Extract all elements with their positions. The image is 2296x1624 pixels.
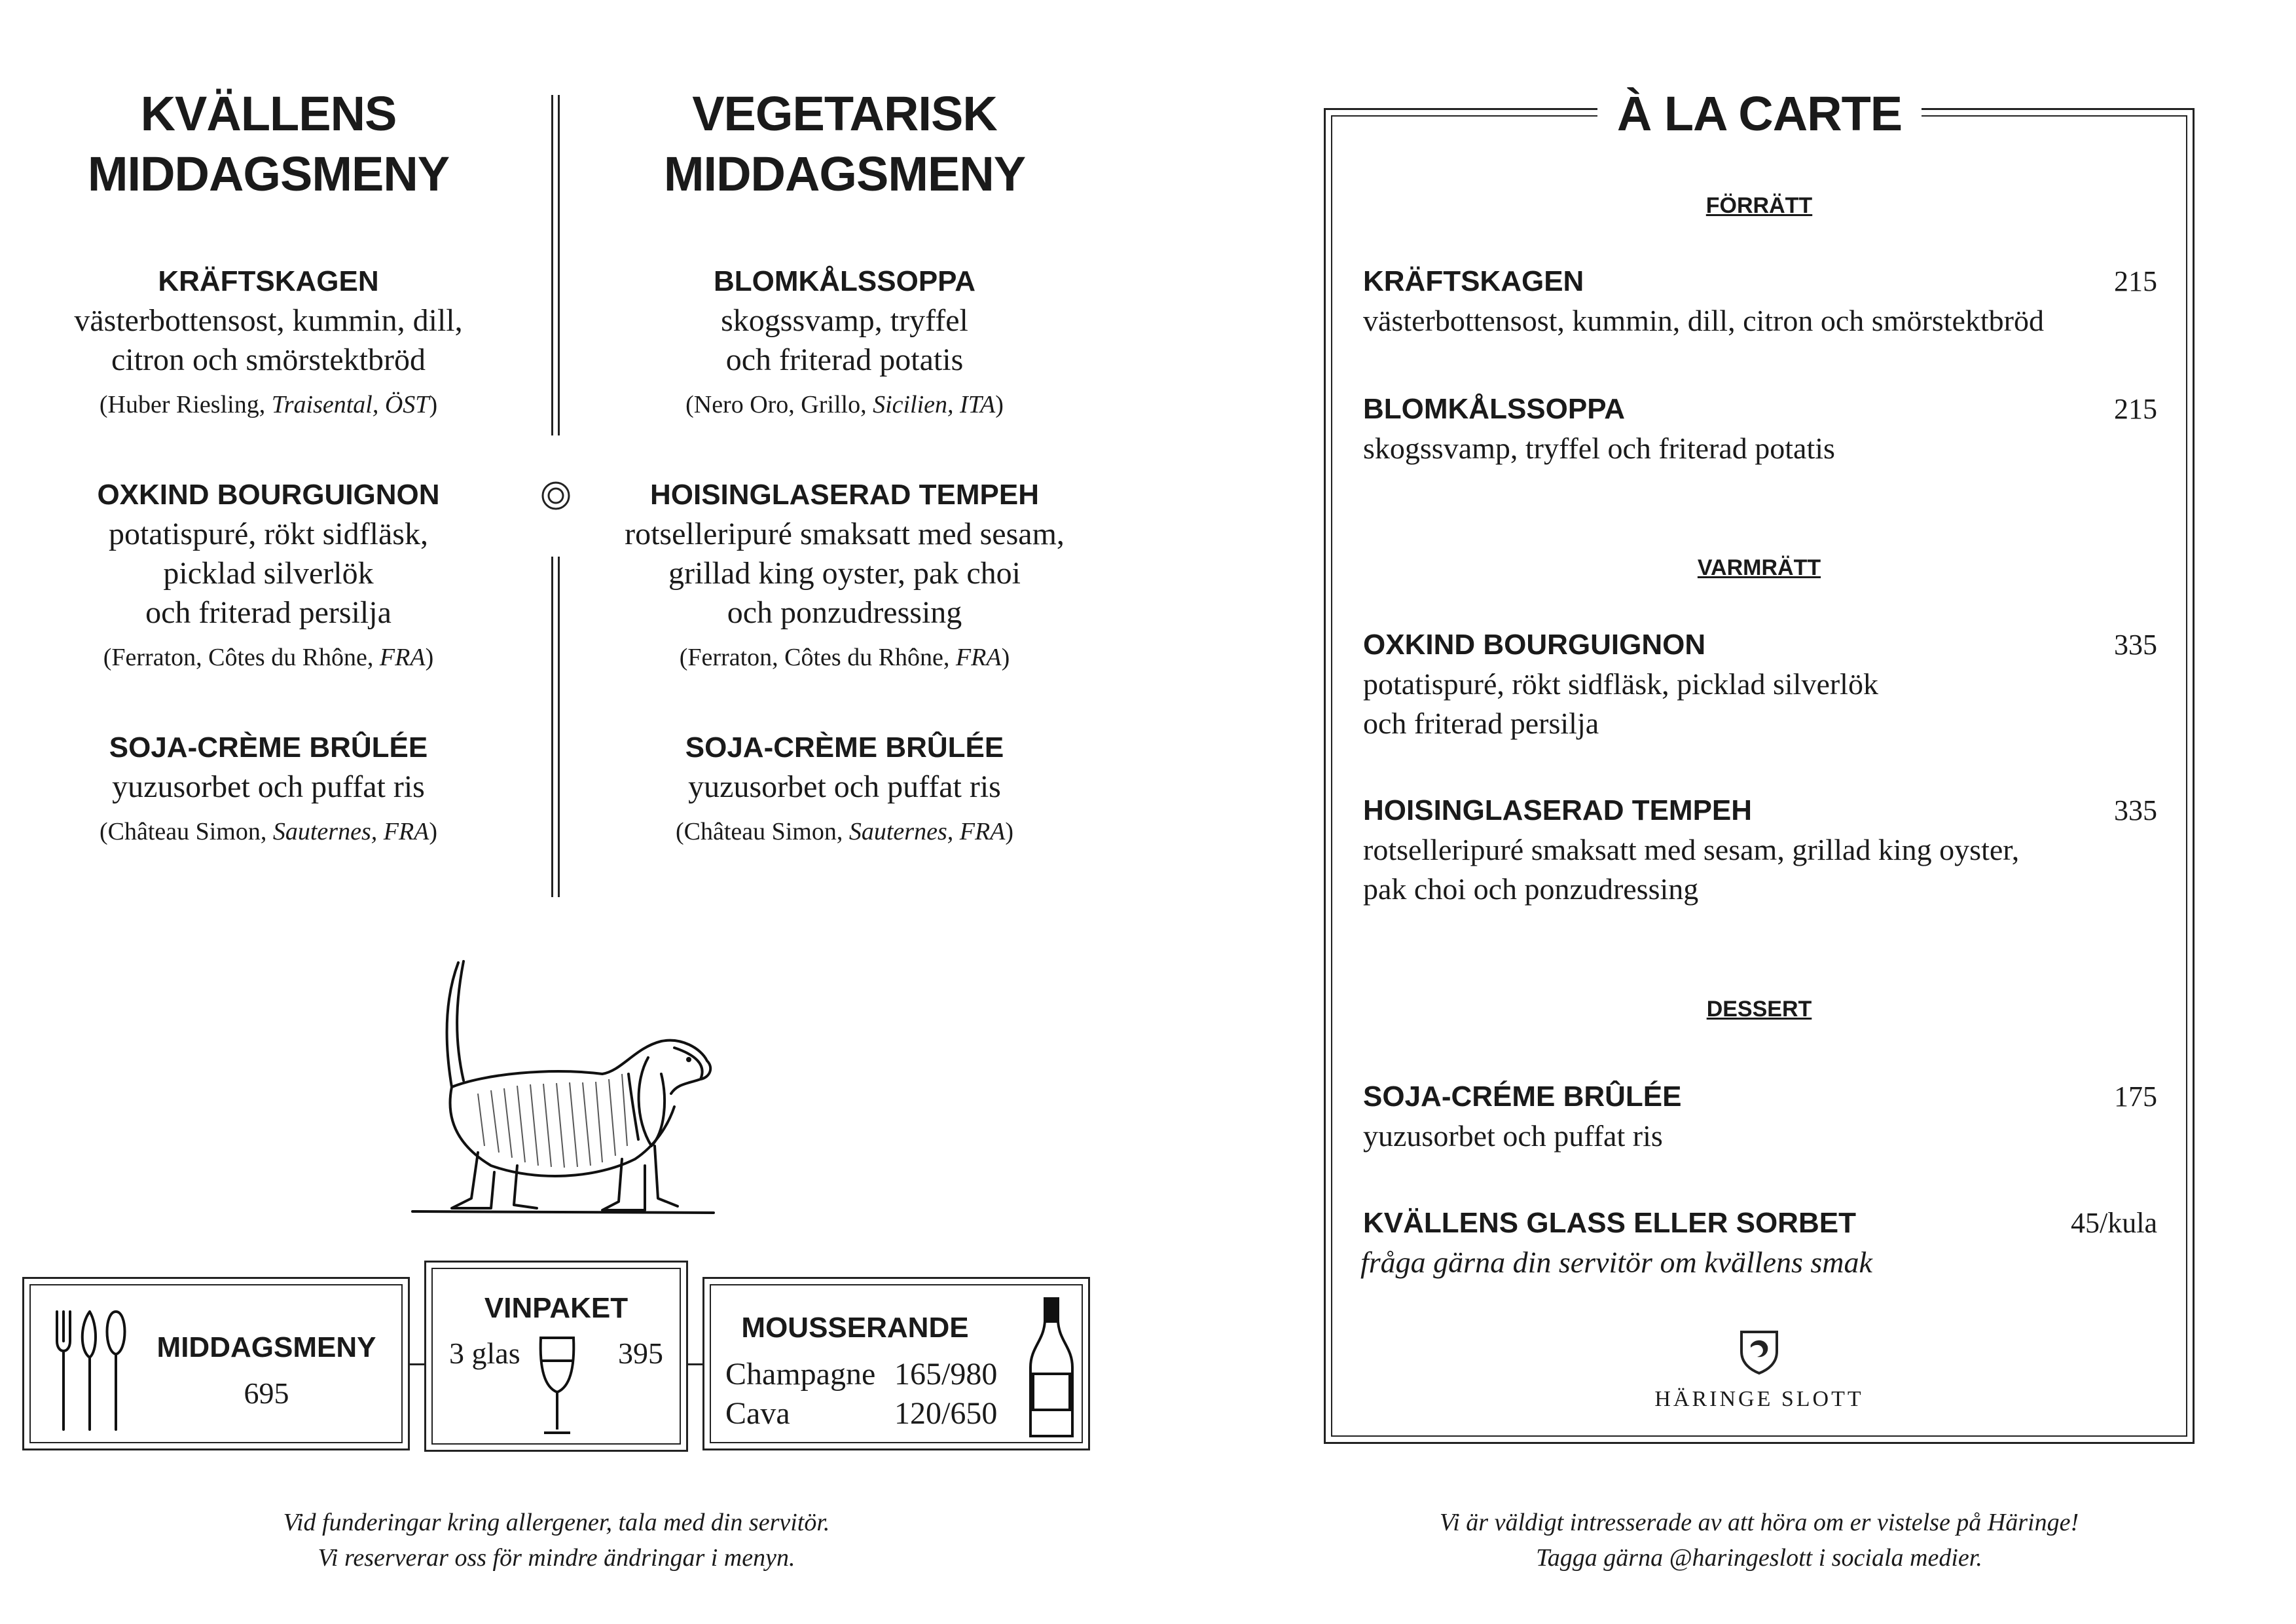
veg-menu-dishes xyxy=(602,262,1087,902)
dish: KRÄFTSKAGEN västerbottensost, kummin, dill, citron och smörstektbröd (Huber Riesling, Traisental, ÖST) xyxy=(26,262,511,424)
a-la-carte-title: À LA CARTE xyxy=(1597,84,1922,144)
sparkling-label: MOUSSERANDE xyxy=(741,1312,969,1344)
menu-item-price: 335 xyxy=(2114,794,2157,826)
menu-item-desc: västerbottensost, kummin, dill, citron och smörstektbröd xyxy=(1363,304,2044,337)
dinner-menu-label: MIDDAGSMENY xyxy=(156,1331,376,1363)
sparkling-item-name: Champagne xyxy=(725,1357,876,1392)
wine-package-price: 395 xyxy=(618,1337,663,1370)
menu-item-name: KVÄLLENS GLASS ELLER SORBET xyxy=(1363,1207,1856,1239)
menu-item-desc: yuzusorbet och puffat ris xyxy=(1363,1119,1663,1153)
wine-pairing: (Château Simon, Sauternes, FRA) xyxy=(675,818,1014,845)
dinner-menu-box xyxy=(22,1277,410,1450)
sparkling-item-price: 120/650 xyxy=(894,1396,998,1431)
champagne-bottle-icon xyxy=(1025,1295,1078,1443)
menu-item-desc: potatispuré, rökt sidfläsk, picklad silverlök och friterad persilja xyxy=(1363,667,1878,740)
menu-item-name: KRÄFTSKAGEN xyxy=(1363,265,1584,297)
menu-item-price: 175 xyxy=(2114,1080,2157,1113)
veg-menu-title: VEGETARISK MIDDAGSMENY xyxy=(663,86,1026,201)
wine-pairing: (Huber Riesling, Traisental, ÖST) xyxy=(99,391,438,418)
menu-item-desc: skogssvamp, tryffel och friterad potatis xyxy=(1363,432,1835,465)
menu-item-price: 45/kula xyxy=(2071,1207,2157,1239)
menu-item-name: OXKIND BOURGUIGNON xyxy=(1363,629,1706,661)
section-heading-starter: FÖRRÄTT xyxy=(1705,193,1813,218)
dish: SOJA-CRÈME BRÛLÉE yuzusorbet och puffat ris (Château Simon, Sauternes, FRA) xyxy=(602,728,1087,851)
dish: SOJA-CRÈME BRÛLÉE yuzusorbet och puffat ris (Château Simon, Sauternes, FRA) xyxy=(26,728,511,851)
section-heading-dessert: DESSERT xyxy=(1706,997,1812,1022)
menu-item-name: HOISINGLASERAD TEMPEH xyxy=(1363,794,1753,826)
column-divider-top xyxy=(558,95,560,435)
social-note: Vi är väldigt intresserade av att höra om er vistelse på Häringe! Tagga gärna @haringeslott i sociala medier. xyxy=(1439,1509,2079,1572)
evening-menu-dishes xyxy=(26,262,511,902)
cutlery-icon xyxy=(44,1305,136,1436)
sparkling-item-name: Cava xyxy=(725,1396,790,1431)
wine-glass-icon xyxy=(534,1335,580,1439)
section-heading-main: VARMRÄTT xyxy=(1697,555,1821,580)
wine-pairing: (Nero Oro, Grillo, Sicilien, ITA) xyxy=(685,391,1004,418)
menu-item-price: 215 xyxy=(2114,265,2157,297)
dish: BLOMKÅLSSOPPA skogssvamp, tryffel och friterad potatis (Nero Oro, Grillo, Sicilien, ITA) xyxy=(602,262,1087,424)
sparkling-item-price: 165/980 xyxy=(894,1357,998,1392)
wine-pairing: (Château Simon, Sauternes, FRA) xyxy=(99,818,438,845)
logo-text: HÄRINGE SLOTT xyxy=(1654,1387,1864,1411)
dish: HOISINGLASERAD TEMPEH rotselleripuré smaksatt med sesam, grillad king oyster, pak choi och ponzudressing (Ferraton, Côtes du Rhône, FRA) xyxy=(602,475,1087,677)
dish: OXKIND BOURGUIGNON potatispuré, rökt sidfläsk, picklad silverlök och friterad persilja (Ferraton, Côtes du Rhône, FRA) xyxy=(26,475,511,677)
wine-package-box xyxy=(424,1261,688,1452)
menu-item-name: BLOMKÅLSSOPPA xyxy=(1363,393,1626,425)
menu-item-desc: fråga gärna din servitör om kvällens smak xyxy=(1360,1246,1872,1279)
ornament-icon xyxy=(538,478,574,513)
shield-logo-icon xyxy=(1739,1329,1779,1375)
evening-menu-title: KVÄLLENS MIDDAGSMENY xyxy=(87,86,450,201)
column-divider-bottom xyxy=(558,557,560,897)
column-divider-top xyxy=(551,95,553,435)
wine-pairing: (Ferraton, Côtes du Rhône, FRA) xyxy=(103,644,434,671)
dinner-menu-price: 695 xyxy=(244,1376,289,1410)
menu-item-desc: rotselleripuré smaksatt med sesam, grillad king oyster, pak choi och ponzudressing xyxy=(1363,833,2020,906)
box-connector xyxy=(410,1363,424,1365)
menu-item-price: 335 xyxy=(2114,629,2157,661)
menu-item-price: 215 xyxy=(2114,393,2157,425)
menu-item-name: SOJA-CRÉME BRÛLÉE xyxy=(1363,1080,1682,1113)
wine-package-label: VINPAKET xyxy=(484,1292,629,1324)
basset-hound-illustration xyxy=(386,950,727,1225)
sparkling-box xyxy=(702,1277,1090,1450)
wine-pairing: (Ferraton, Côtes du Rhône, FRA) xyxy=(679,644,1010,671)
allergen-note: Vid funderingar kring allergener, tala med din servitör. Vi reserverar oss för mindre ändringar i menyn. xyxy=(283,1509,830,1572)
column-divider-bottom xyxy=(551,557,553,897)
wine-package-glasses: 3 glas xyxy=(449,1337,520,1370)
box-connector xyxy=(688,1363,702,1365)
